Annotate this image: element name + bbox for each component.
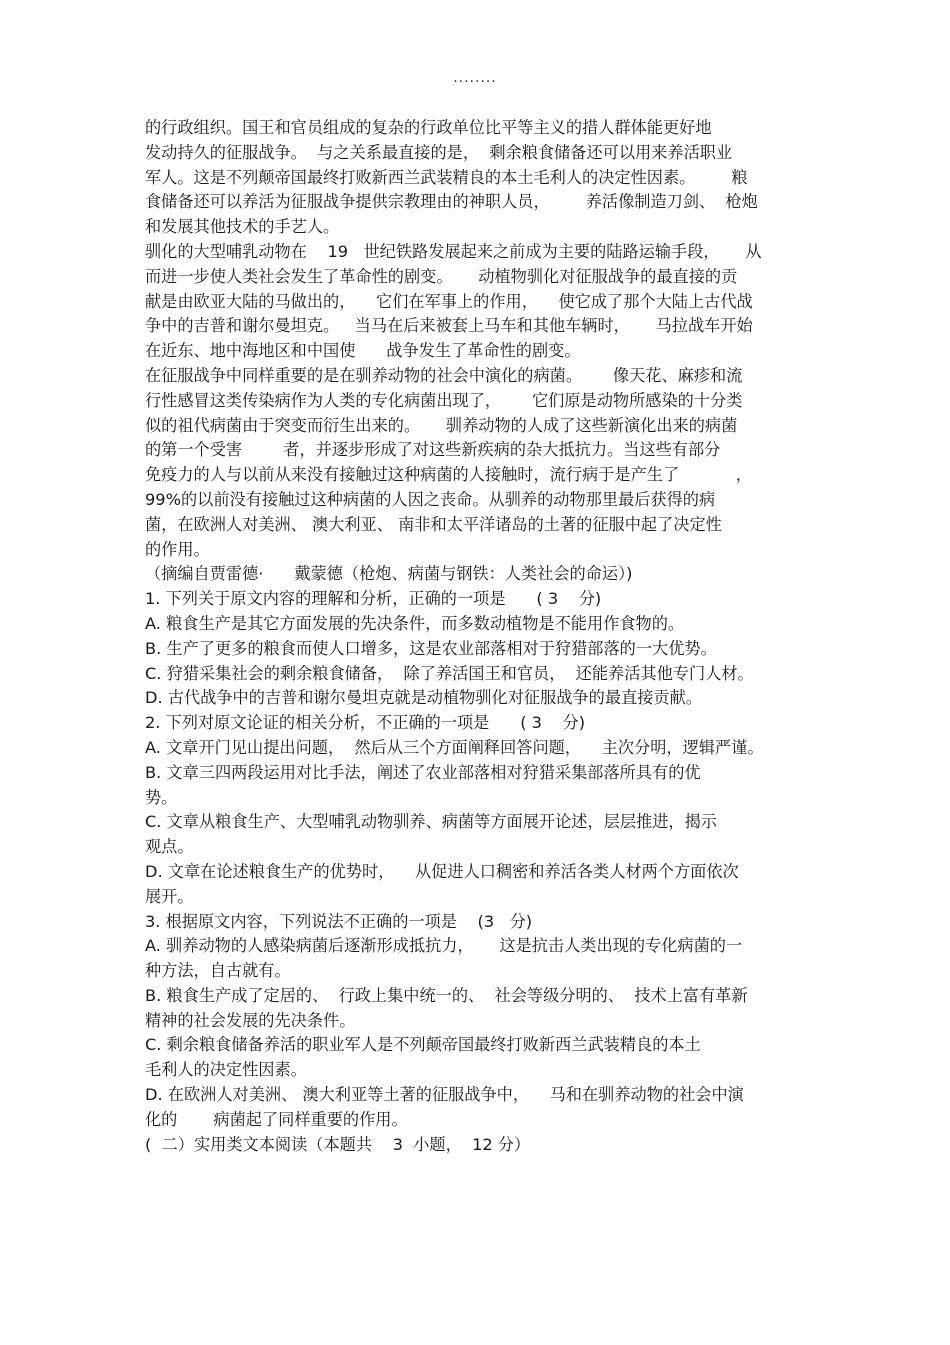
text-line: 在征服战争中同样重要的是在驯养动物的社会中演化的病菌。 像天花、麻疹和流 bbox=[145, 365, 743, 385]
text-line: 发动持久的征服战争。 与之关系最直接的是， 剩余粮食储备还可以用来养活职业 bbox=[145, 142, 733, 162]
text-line: 的第一个受害 者，并逐步形成了对这些新疾病的杂大抵抗力。当这些有部分 bbox=[145, 440, 721, 460]
source-citation: （摘编自贾雷德· 戴蒙德（枪炮、病菌与钢铁：人类社会的命运）) bbox=[145, 564, 633, 584]
section-heading: ( 二）实用类文本阅读（本题共 3 小题， 12 分） bbox=[145, 1134, 531, 1154]
question-2-option-a: A. 文章开门见山提出问题， 然后从三个方面阐释回答问题， 主次分明，逻辑严谨。 bbox=[145, 737, 764, 757]
question-3-option-a: A. 驯养动物的人感染病菌后逐渐形成抵抗力， 这是抗击人类出现的专化病菌的一 bbox=[145, 936, 743, 956]
text-line: 而进一步使人类社会发生了革命性的剧变。 动植物驯化对征服战争的最直接的贡 bbox=[145, 266, 738, 286]
question-2-option-c: C. 文章从粮食生产、大型哺乳动物驯养、病菌等方面展开论述，层层推进，揭示 bbox=[145, 812, 717, 832]
text-line: 菌，在欧洲人对美洲、 澳大利亚、 南非和太平洋诸岛的土著的征服中起了决定性 bbox=[145, 514, 722, 534]
question-2-option-d-cont: 展开。 bbox=[145, 886, 194, 906]
text-line: 在近东、地中海地区和中国使 战争发生了革命性的剧变。 bbox=[145, 341, 581, 361]
question-3-option-b: B. 粮食生产成了定居的、 行政上集中统一的、 社会等级分明的、 技术上富有革新 bbox=[145, 985, 748, 1005]
question-3-option-d-cont: 化的 病菌起了同样重要的作用。 bbox=[145, 1109, 408, 1129]
question-2-option-d: D. 文章在论述粮食生产的优势时， 从促进人口稠密和养活各类人材两个方面依次 bbox=[145, 861, 739, 881]
page-header-mark: ........ bbox=[453, 70, 497, 86]
question-3-option-b-cont: 精神的社会发展的先决条件。 bbox=[145, 1010, 356, 1030]
question-3-option-d: D. 在欧洲人对美洲、 澳大利亚等土著的征服战争中， 马和在驯养动物的社会中演 bbox=[145, 1085, 744, 1105]
document-body bbox=[145, 116, 815, 1157]
text-line: 献是由欧亚大陆的马做出的， 它们在军事上的作用， 使它成了那个大陆上古代战 bbox=[145, 291, 753, 311]
text-line: 似的祖代病菌由于突变而衍生出来的。 驯养动物的人成了这些新演化出来的病菌 bbox=[145, 415, 738, 435]
text-line: 的行政组织。国王和官员组成的复杂的行政单位比平等主义的措人群体能更好地 bbox=[145, 118, 712, 137]
question-2-option-b-cont: 势。 bbox=[145, 787, 178, 807]
question-2-option-b: B. 文章三四两段运用对比手法，阐述了农业部落相对狩猎采集部落所具有的优 bbox=[145, 762, 701, 782]
question-1-option-b: B. 生产了更多的粮食而使人口增多，这是农业部落相对于狩猎部落的一大优势。 bbox=[145, 638, 717, 658]
question-1-option-a: A. 粮食生产是其它方面发展的先决条件，而多数动植物是不能用作食物的。 bbox=[145, 613, 685, 633]
question-1-option-d: D. 古代战争中的吉普和谢尔曼坦克就是动植物驯化对征服战争的最直接贡献。 bbox=[145, 688, 702, 708]
question-2-option-c-cont: 观点。 bbox=[145, 837, 194, 857]
text-line: 行性感冒这类传染病作为人类的专化病菌出现了， 它们原是动物所感染的十分类 bbox=[145, 390, 743, 410]
text-line: 争中的吉普和谢尔曼坦克。 当马在后来被套上马车和其他车辆时， 马拉战车开始 bbox=[145, 316, 753, 336]
question-3-option-c: C. 剩余粮食储备养活的职业军人是不列颠帝国最终打败新西兰武装精良的本土 bbox=[145, 1035, 701, 1055]
text-line: 军人。这是不列颠帝国最终打败新西兰武装精良的本土毛利人的决定性因素。 粮 bbox=[145, 167, 748, 187]
text-line: 免疫力的人与以前从来没有接触过这种病菌的人接触时，流行病于是产生了 ， bbox=[145, 465, 752, 485]
text-line: 的作用。 bbox=[145, 539, 210, 559]
question-3-option-c-cont: 毛利人的决定性因素。 bbox=[145, 1060, 307, 1080]
question-2-stem: 2. 下列对原文论证的相关分析，不正确的一项是 ( 3 分) bbox=[145, 713, 586, 733]
question-1-stem: 1. 下列关于原文内容的理解和分析，正确的一项是 ( 3 分) bbox=[145, 589, 602, 609]
question-1-option-c: C. 狩猎采集社会的剩余粮食储备， 除了养活国王和官员， 还能养活其他专门人材。 bbox=[145, 663, 754, 683]
text-line: 99%的以前没有接触过这种病菌的人因之丧命。从驯养的动物那里最后获得的病 bbox=[145, 489, 716, 509]
text-line: 食储备还可以养活为征服战争提供宗教理由的神职人员， 养活像制造刀剑、 枪炮 bbox=[145, 192, 758, 212]
text-line: 和发展其他技术的手艺人。 bbox=[145, 217, 340, 237]
question-3-option-a-cont: 种方法，自古就有。 bbox=[145, 961, 291, 981]
question-3-stem: 3. 根据原文内容，下列说法不正确的一项是 (3 分) bbox=[145, 911, 533, 931]
text-line: 驯化的大型哺乳动物在 19 世纪铁路发展起来之前成为主要的陆路运输手段， 从 bbox=[145, 241, 762, 261]
